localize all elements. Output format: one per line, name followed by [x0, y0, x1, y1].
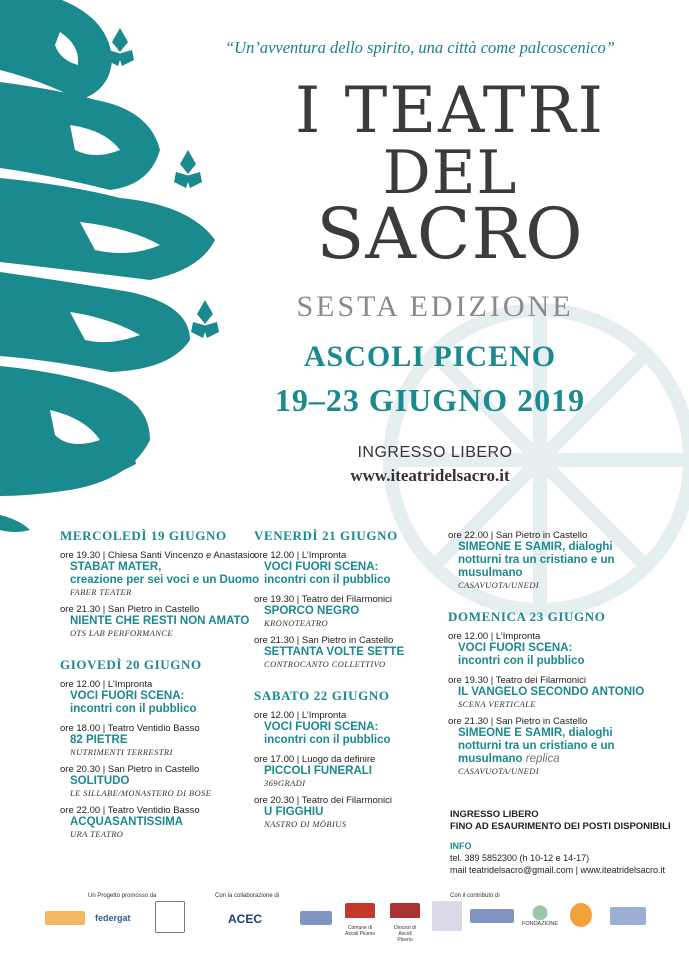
event-time-place: ore 17.00 | Luogo da definire: [254, 754, 376, 765]
title-line-1: I TEATRI: [295, 74, 605, 148]
event: [60, 604, 270, 638]
label-contrib: Con il contributo di: [450, 893, 500, 899]
event-title: VOCI FUORI SCENA:: [264, 561, 379, 573]
event-company: SCENA VERTICALE: [458, 699, 536, 709]
edition-label: SESTA EDIZIONE: [296, 290, 574, 323]
event-title-cont: musulmano: [458, 567, 523, 579]
event: [254, 795, 464, 829]
day-heading: SABATO 22 GIUGNO: [254, 688, 390, 703]
event: [254, 635, 464, 669]
logo-fondazione: FONDAZIONE: [520, 905, 560, 931]
title-line-3: SACRO: [316, 193, 584, 275]
event: [254, 754, 464, 788]
sponsor-logos: [0, 893, 689, 955]
event-time-place: ore 21.30 | San Pietro in Castello: [448, 716, 588, 727]
event-company: 369GRADI: [264, 778, 306, 788]
event-title-cont: incontri con il pubblico: [264, 734, 391, 746]
event-title-cont: notturni tra un cristiano e un: [458, 554, 615, 566]
program-column-1: [60, 528, 270, 846]
event-time-place: ore 22.00 | San Pietro in Castello: [448, 530, 588, 541]
event-time-place: ore 20.30 | San Pietro in Castello: [60, 764, 200, 775]
event-company: CASAVUOTA/UNEDI: [458, 766, 539, 776]
event-title: SPORCO NEGRO: [264, 605, 360, 617]
event-title: U FIGGHIU: [264, 806, 324, 818]
logo-mark-7: [610, 907, 646, 925]
event-company: OTS LAB PERFORMANCE: [70, 628, 173, 638]
logo-mark-6: [570, 903, 592, 927]
logo-mark-5: [470, 909, 514, 923]
rose-window-decoration: [0, 0, 230, 540]
event-title: NIENTE CHE RESTI NON AMATO: [70, 615, 250, 627]
event-company: CONTROCANTO COLLETTIVO: [264, 659, 386, 669]
event: [254, 594, 464, 628]
event: [254, 710, 464, 747]
info-phone: tel. 389 5852300 (h 10-12 e 14-17): [450, 853, 590, 863]
label-promoted: Un Progetto promosso da: [88, 893, 157, 899]
logo-diocesi: Diocesi di Ascoli Piceno: [390, 903, 420, 933]
event-time-place: ore 19.30 | Teatro dei Filarmonici: [254, 594, 393, 605]
event-title: SETTANTA VOLTE SETTE: [264, 646, 405, 658]
title-line-2: DEL: [382, 138, 518, 208]
event-company: URA TEATRO: [70, 829, 124, 839]
free-entry-label: INGRESSO LIBERO: [357, 444, 513, 461]
event-time-place: ore 19.30 | Teatro dei Filarmonici: [448, 675, 587, 686]
event: [60, 679, 270, 716]
day-heading: DOMENICA 23 GIUGNO: [448, 609, 606, 624]
event-title: SIMEONE E SAMIR, dialoghi: [458, 727, 613, 739]
free-entry-note: INGRESSO LIBERO FINO AD ESAURIMENTO DEI POSTI DISPONIBILI: [450, 809, 671, 832]
day-heading: MERCOLEDÌ 19 GIUGNO: [60, 528, 227, 543]
event-time-place: ore 19.30 | Chiesa Santi Vincenzo e Anastasio: [60, 550, 256, 561]
event-time-place: ore 21.30 | San Pietro in Castello: [254, 635, 394, 646]
event-time-place: ore 18.00 | Teatro Ventidio Basso: [60, 723, 200, 734]
event-title-cont: musulmano replica: [458, 753, 560, 765]
event-title: PICCOLI FUNERALI: [264, 765, 372, 777]
event-time-place: ore 12.00 | L’Impronta: [60, 679, 153, 690]
event-time-place: ore 12.00 | L’Impronta: [254, 550, 347, 561]
event: [60, 550, 270, 597]
event-company: NUTRIMENTI TERRESTRI: [70, 747, 173, 757]
program-column-2: [254, 528, 464, 836]
event: [448, 716, 683, 776]
event-company: NASTRO DI MÖBIUS: [264, 819, 347, 829]
info-block: [450, 840, 689, 876]
event-title: STABAT MATER,: [70, 561, 162, 573]
event-title: VOCI FUORI SCENA:: [264, 721, 379, 733]
event-title: 82 PIETRE: [70, 734, 128, 746]
event-company: KRONOTEATRO: [264, 618, 329, 628]
program-column-3: [448, 530, 683, 783]
city-name: ASCOLI PICENO: [303, 340, 557, 373]
event-title: VOCI FUORI SCENA:: [458, 642, 573, 654]
event: [254, 550, 464, 587]
logo-comune: Comune di Ascoli Piceno: [345, 903, 375, 933]
event-title: VOCI FUORI SCENA:: [70, 690, 185, 702]
website-link[interactable]: www.iteatridelsacro.it: [350, 466, 510, 485]
day-heading: VENERDÌ 21 GIUGNO: [254, 528, 398, 543]
event-time-place: ore 12.00 | L’Impronta: [448, 631, 541, 642]
event-time-place: ore 20.30 | Teatro dei Filarmonici: [254, 795, 393, 806]
logo-mark-1: [45, 911, 85, 925]
event-title: SIMEONE E SAMIR, dialoghi: [458, 541, 613, 553]
info-mail[interactable]: mail teatridelsacro@gmail.com | www.iteatridelsacro.it: [450, 865, 666, 875]
event: [448, 631, 683, 668]
logo-mark-3: [300, 911, 332, 925]
event: [60, 805, 270, 839]
replica-note: replica: [525, 753, 560, 765]
event-title: SOLITUDO: [70, 775, 130, 787]
event: [448, 675, 683, 709]
logo-acec: ACEC: [228, 912, 263, 926]
event-title-cont: creazione per sei voci e un Duomo: [70, 574, 260, 586]
event-title-cont: incontri con il pubblico: [458, 655, 585, 667]
festival-dates: 19–23 GIUGNO 2019: [274, 382, 586, 418]
tagline: “Un’avventura dello spirito, una città come palcoscenico”: [225, 38, 615, 57]
label-collab: Con la collaborazione di: [215, 893, 280, 899]
event: [448, 530, 683, 590]
logo-mark-2: [155, 901, 185, 933]
event-time-place: ore 12.00 | L’Impronta: [254, 710, 347, 721]
event-title-cont: incontri con il pubblico: [264, 574, 391, 586]
event: [60, 764, 270, 798]
logo-mark-4: [432, 901, 462, 931]
event-time-place: ore 21.30 | San Pietro in Castello: [60, 604, 200, 615]
event-company: CASAVUOTA/UNEDI: [458, 580, 539, 590]
event: [60, 723, 270, 757]
logo-federgat: federgat: [95, 913, 131, 923]
info-label: INFO: [450, 841, 472, 851]
event-time-place: ore 22.00 | Teatro Ventidio Basso: [60, 805, 200, 816]
event-title-cont: notturni tra un cristiano e un: [458, 740, 615, 752]
event-company: FABER TEATER: [70, 587, 132, 597]
day-heading: GIOVEDÌ 20 GIUGNO: [60, 657, 202, 672]
event-company: LE SILLABE/MONASTERO DI BOSE: [70, 788, 212, 798]
event-title-cont: incontri con il pubblico: [70, 703, 197, 715]
event-title: ACQUASANTISSIMA: [70, 816, 184, 828]
event-title: IL VANGELO SECONDO ANTONIO: [458, 686, 645, 698]
